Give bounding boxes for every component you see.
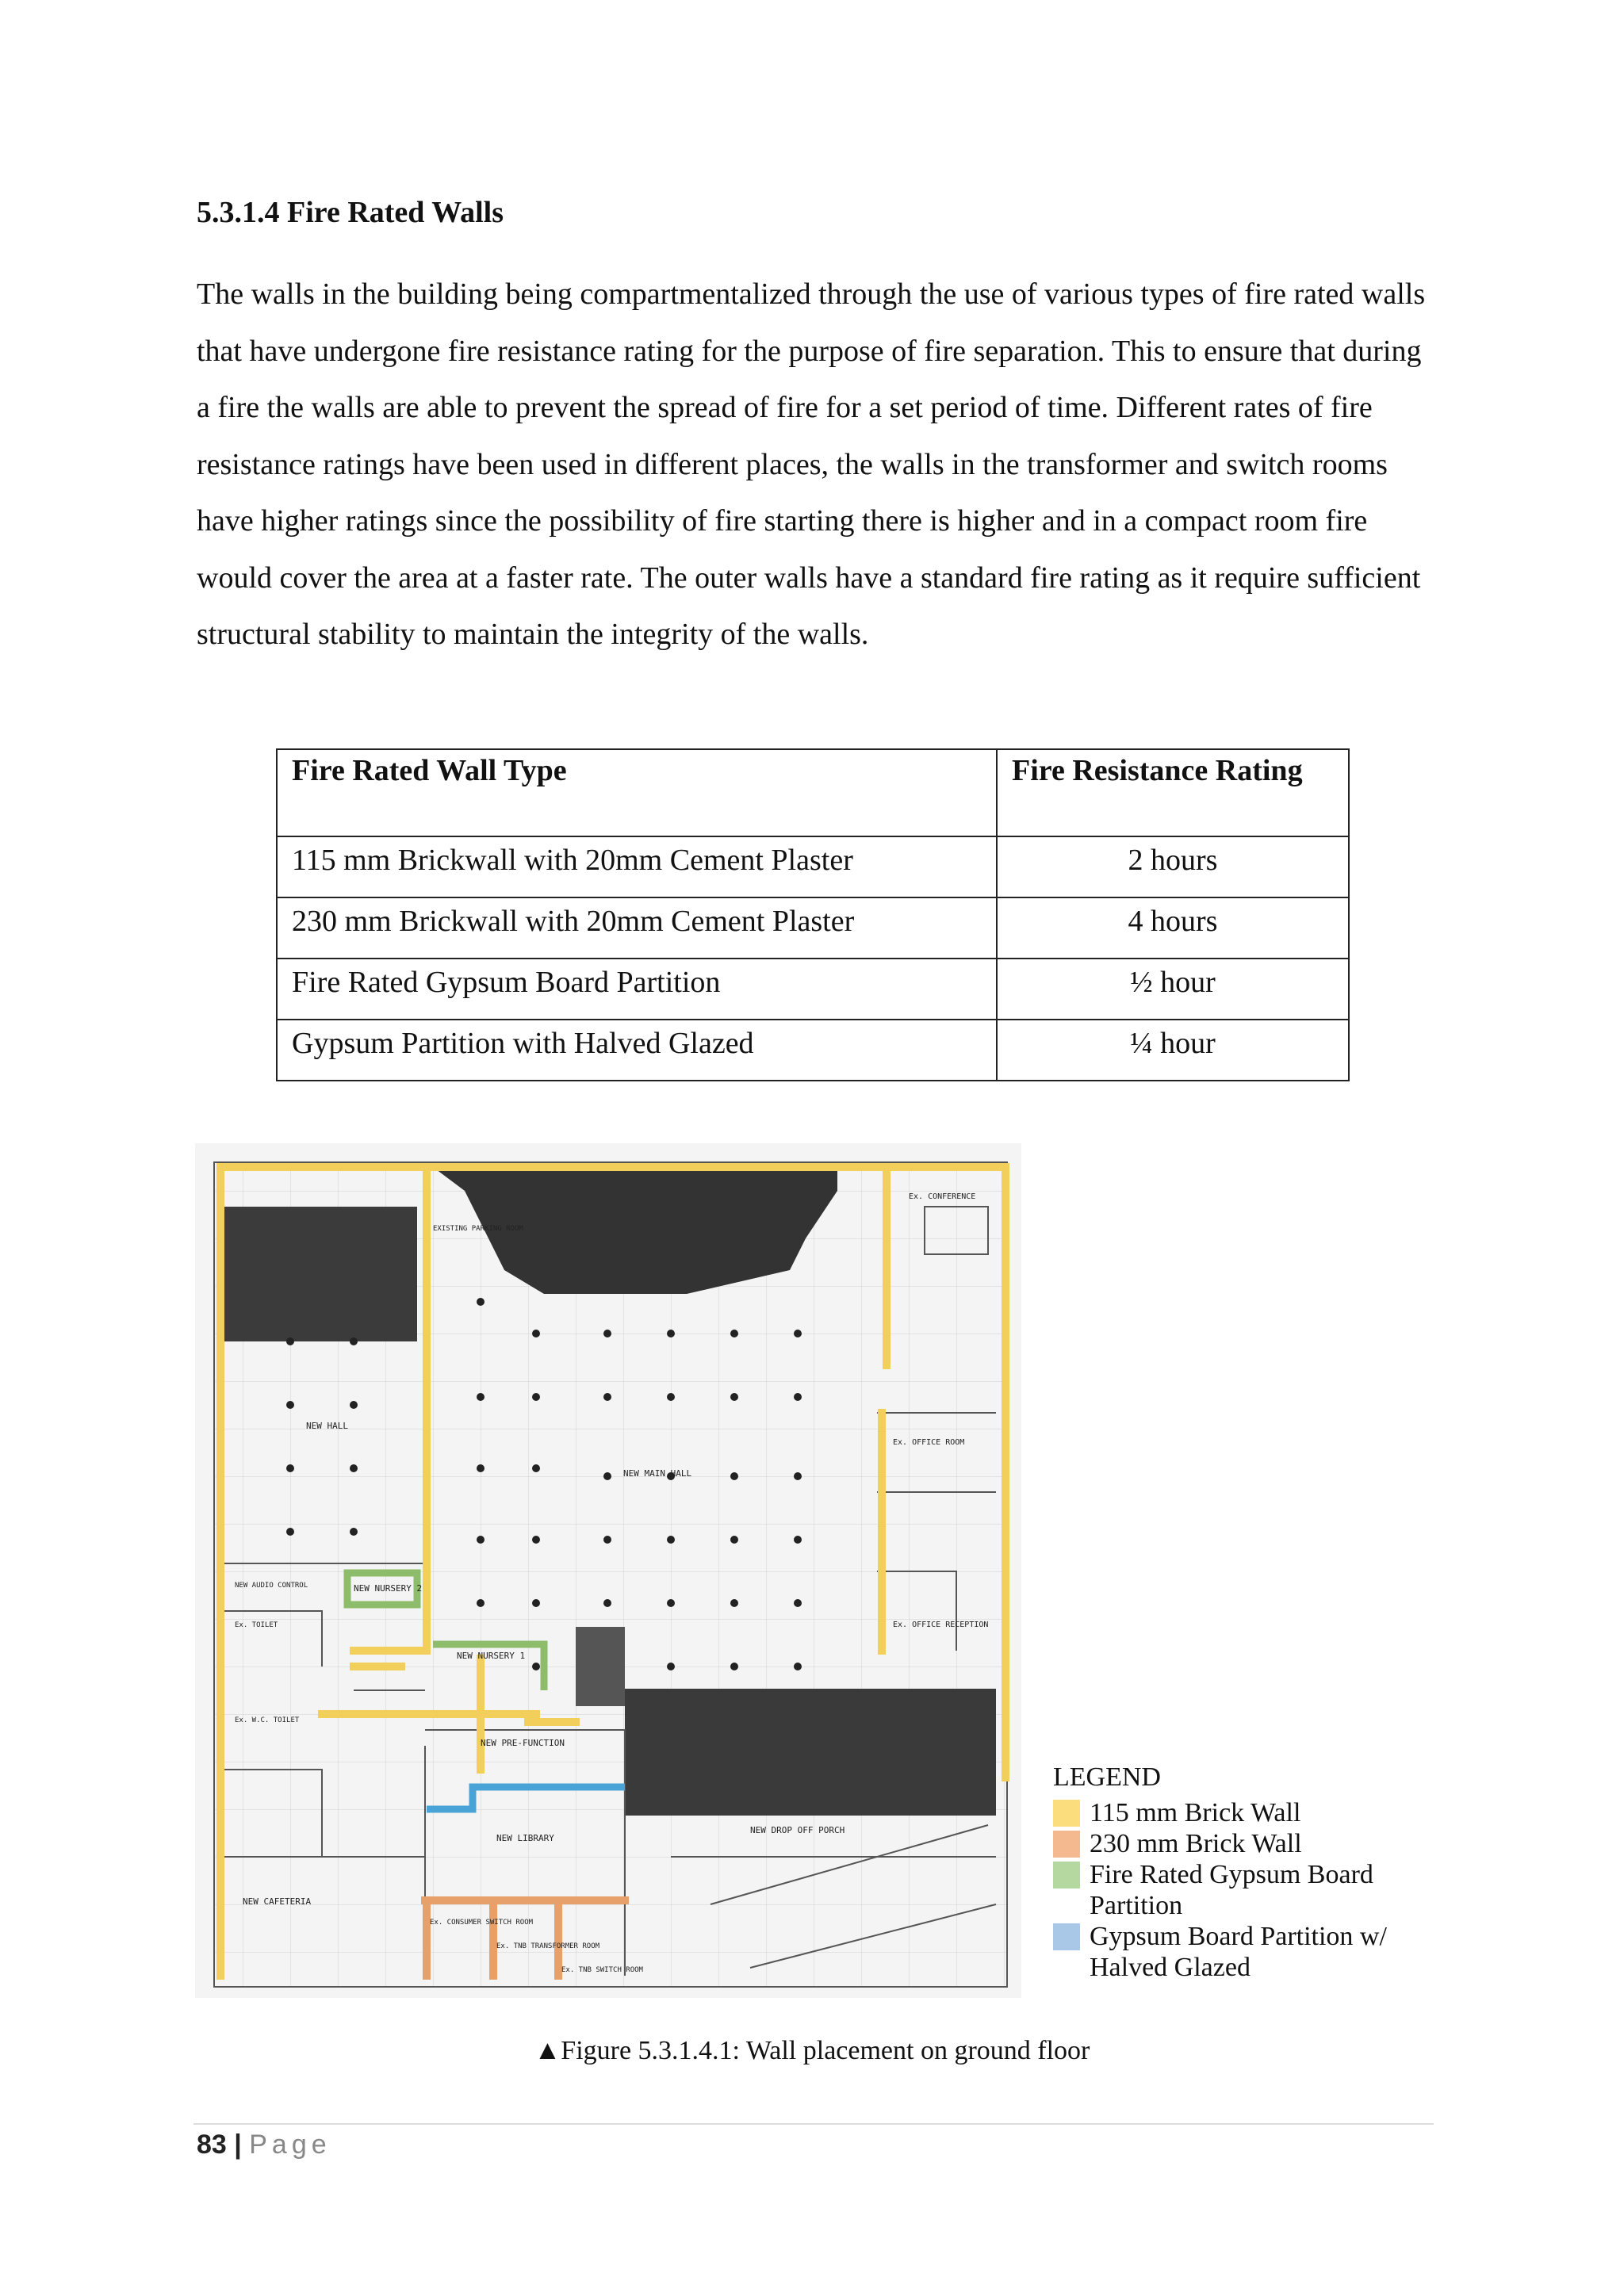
section-heading: 5.3.1.4 Fire Rated Walls (197, 196, 504, 229)
table-row (277, 1020, 1349, 1081)
rating-cell: ½ hour (997, 959, 1349, 1020)
rating-cell: ¼ hour (997, 1020, 1349, 1081)
legend-label: Gypsum Board Partition w/ Halved Glazed (1090, 1922, 1387, 1982)
fire-rating-table (276, 748, 1350, 1081)
legend-item (1053, 1859, 1434, 1921)
page-footer (197, 2130, 331, 2160)
footer-divider (193, 2123, 1434, 2125)
rating-cell: 4 hours (997, 897, 1349, 959)
legend-label: Fire Rated Gypsum Board Partition (1090, 1860, 1373, 1920)
room-label: Ex. TNB SWITCH ROOM (561, 1966, 643, 1974)
wall-type-cell: Gypsum Partition with Halved Glazed (277, 1020, 997, 1081)
room-label: NEW HALL (306, 1421, 348, 1431)
room-label: Ex. W.C. TOILET (235, 1716, 300, 1724)
figure-legend (1053, 1762, 1434, 1983)
page-number: 83 (197, 2130, 227, 2160)
legend-label: 115 mm Brick Wall (1090, 1798, 1301, 1827)
room-label: Ex. TOILET (235, 1621, 278, 1629)
legend-title: LEGEND (1053, 1762, 1161, 1792)
legend-item (1053, 1797, 1434, 1828)
column-header-rating: Fire Resistance Rating (997, 749, 1349, 836)
legend-swatch-blue (1053, 1923, 1080, 1950)
hatched-area (576, 1627, 625, 1706)
body-paragraph: The walls in the building being compartmentalized through the use of various types of fire rated walls that have undergone fire resistance rating for the purpose of fire separation. This to ensure that during a fire the walls are able to prevent the spread of fire for a set period of time. Different rates of fire resistance ratings have been used in different places, the walls in the transformer and switch rooms have higher ratings since the possibility of fire starting there is higher and in a compact room fire would cover the area at a faster rate. The outer walls have a standard fire rating as it require sufficient structural stability to maintain the integrity of the walls. (197, 277, 1426, 651)
room-label: Ex. CONSUMER SWITCH ROOM (430, 1919, 534, 1927)
room-label: NEW NURSERY 2 (354, 1583, 423, 1594)
room-label: NEW MAIN HALL (623, 1468, 692, 1479)
rating-cell: 2 hours (997, 836, 1349, 897)
room-label: Ex. OFFICE RECEPTION (893, 1621, 989, 1629)
room-label: NEW LIBRARY (496, 1833, 554, 1843)
footer-separator: | (234, 2130, 242, 2160)
legend-swatch-orange (1053, 1831, 1080, 1858)
room-label: NEW NURSERY 1 (457, 1651, 526, 1661)
wall-type-cell: 230 mm Brickwall with 20mm Cement Plaster (277, 897, 997, 959)
table-header-row (277, 749, 1349, 836)
wall-type-cell: Fire Rated Gypsum Board Partition (277, 959, 997, 1020)
column-header-wall-type: Fire Rated Wall Type (277, 749, 997, 836)
room-label: Ex. OFFICE ROOM (893, 1438, 965, 1447)
room-label: Ex. CONFERENCE (909, 1192, 976, 1201)
room-label: EXISTING PARKING ROOM (433, 1225, 523, 1233)
table-row (277, 959, 1349, 1020)
legend-swatch-green (1053, 1862, 1080, 1888)
room-label: Ex. TNB TRANSFORMER ROOM (496, 1942, 600, 1950)
legend-swatch-yellow (1053, 1800, 1080, 1827)
hatched-area (219, 1207, 417, 1341)
figure-caption: ▲Figure 5.3.1.4.1: Wall placement on ground floor (534, 2036, 1090, 2065)
table-row (277, 836, 1349, 897)
legend-item (1053, 1828, 1434, 1859)
floor-plan-drawing (195, 1143, 1021, 1998)
room-label: NEW AUDIO CONTROL (235, 1582, 308, 1590)
wall-type-cell: 115 mm Brickwall with 20mm Cement Plaster (277, 836, 997, 897)
room-label: NEW DROP OFF PORCH (750, 1825, 845, 1835)
hatched-area (625, 1689, 996, 1816)
floor-plan-figure (195, 1143, 1021, 1998)
room-label: NEW CAFETERIA (243, 1896, 312, 1907)
room-label: NEW PRE-FUNCTION (481, 1738, 565, 1748)
legend-label: 230 mm Brick Wall (1090, 1829, 1302, 1858)
legend-item (1053, 1921, 1434, 1983)
page-label: Page (249, 2130, 331, 2160)
table-row (277, 897, 1349, 959)
